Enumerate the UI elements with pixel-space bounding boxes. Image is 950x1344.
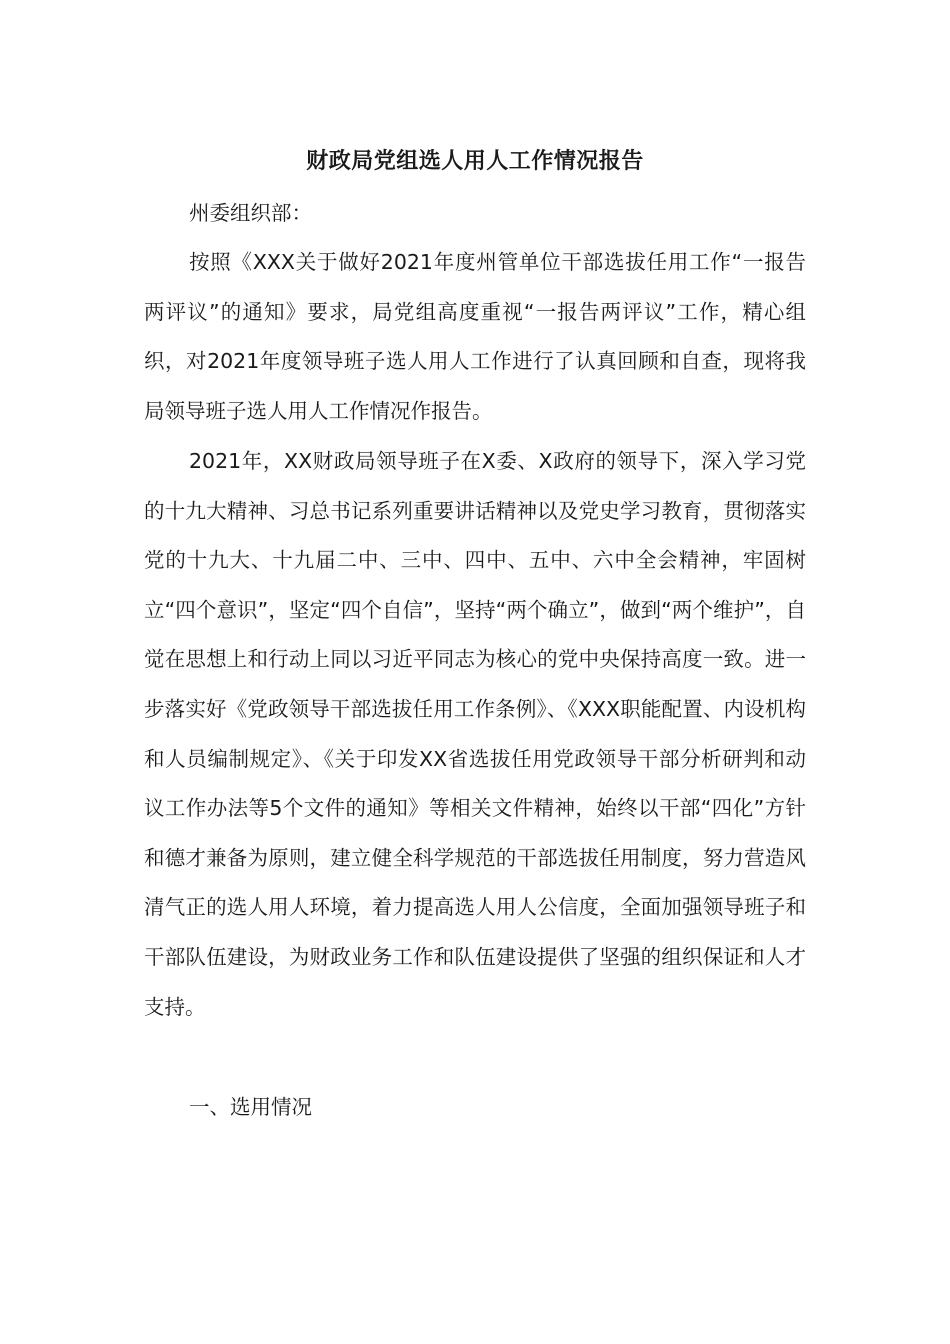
salutation: 州委组织部： [189, 201, 312, 225]
paragraph-intro: 按照《XXX关于做好2021年度州管单位干部选拔任用工作“一报告两评议”的通知》要求，局党组高度重视“一报告两评议”工作，精心组织，对2021年度领导班子选人用人工作进行了认真回顾和自查，现将我局领导班子选人用人工作情况作报告。 [144, 250, 806, 423]
section-heading: 一、选用情况 [189, 1095, 312, 1119]
document-title: 财政局党组选人用人工作情况报告 [306, 149, 644, 174]
paragraph-overview: 2021年，XX财政局领导班子在X委、X政府的领导下，深入学习党的十九大精神、习总书记系列重要讲话精神以及党史学习教育，贯彻落实党的十九大、十九届二中、三中、四中、五中、六中全会精神，牢固树立“四个意识”，坚定“四个自信”，坚持“两个确立”，做到“两个维护”，自觉在思想上和行动上同以习近平同志为核心的党中央保持高度一致。进一步落实好《党政领导干部选拔任用工作条例》、《XXX职能配置、内设机构和人员编制规定》、《关于印发XX省选拔任用党政领导干部分析研判和动议工作办法等5个文件的通知》等相关文件精神，始终以干部“四化”方针和德才兼备为原则，建立健全科学规范的干部选拔任用制度，努力营造风清气正的选人用人环境，着力提高选人用人公信度，全面加强领导班子和干部队伍建设，为财政业务工作和队伍建设提供了坚强的组织保证和人才支持。 [144, 449, 806, 1019]
